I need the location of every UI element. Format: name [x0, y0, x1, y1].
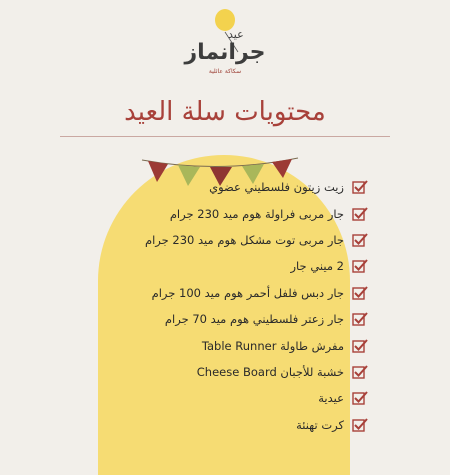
- list-item: [100, 412, 368, 438]
- list-item-label: جار مربى فراولة هوم ميد 230 جرام: [169, 206, 344, 221]
- list-item: [100, 306, 368, 332]
- list-item-label: خشبة للأجبان Cheese Board: [196, 364, 344, 379]
- checkbox-check-icon: [352, 390, 368, 406]
- list-item-label: عيدية: [318, 391, 344, 406]
- brand-tagline: سكاكة عائلية: [208, 68, 242, 75]
- checkbox-check-icon: [352, 417, 368, 433]
- list-item: [100, 174, 368, 200]
- list-item-label: جار مربى توت مشكل هوم ميد 230 جرام: [144, 232, 344, 247]
- checkbox-check-icon: [352, 338, 368, 354]
- list-item: [100, 227, 368, 253]
- brand-logo: [180, 8, 270, 78]
- list-item: [100, 280, 368, 306]
- checkbox-check-icon: [352, 179, 368, 195]
- checkbox-check-icon: [352, 232, 368, 248]
- list-item: [100, 200, 368, 226]
- checkbox-check-icon: [352, 311, 368, 327]
- list-item-label: جار دبس فلفل أحمر هوم ميد 100 جرام: [151, 285, 344, 300]
- brand-eid: عيد: [228, 28, 244, 41]
- checkbox-check-icon: [352, 285, 368, 301]
- list-item: [100, 253, 368, 279]
- contents-list: [100, 174, 368, 438]
- brand-name: جرانماز: [184, 40, 266, 65]
- page-title: محتويات سلة العيد: [124, 97, 326, 127]
- list-item: [100, 332, 368, 358]
- checkbox-check-icon: [352, 206, 368, 222]
- list-item: [100, 385, 368, 411]
- checkbox-check-icon: [352, 258, 368, 274]
- list-item: [100, 359, 368, 385]
- list-item-label: 2 ميني جار: [290, 259, 344, 274]
- title-divider: [60, 136, 390, 137]
- list-item-label: زيت زيتون فلسطيني عضوي: [209, 180, 344, 195]
- list-item-label: كرت تهنئة: [296, 417, 344, 432]
- list-item-label: جار زعتر فلسطيني هوم ميد 70 جرام: [164, 312, 344, 327]
- list-item-label: مفرش طاولة Table Runner: [201, 338, 344, 353]
- checkbox-check-icon: [352, 364, 368, 380]
